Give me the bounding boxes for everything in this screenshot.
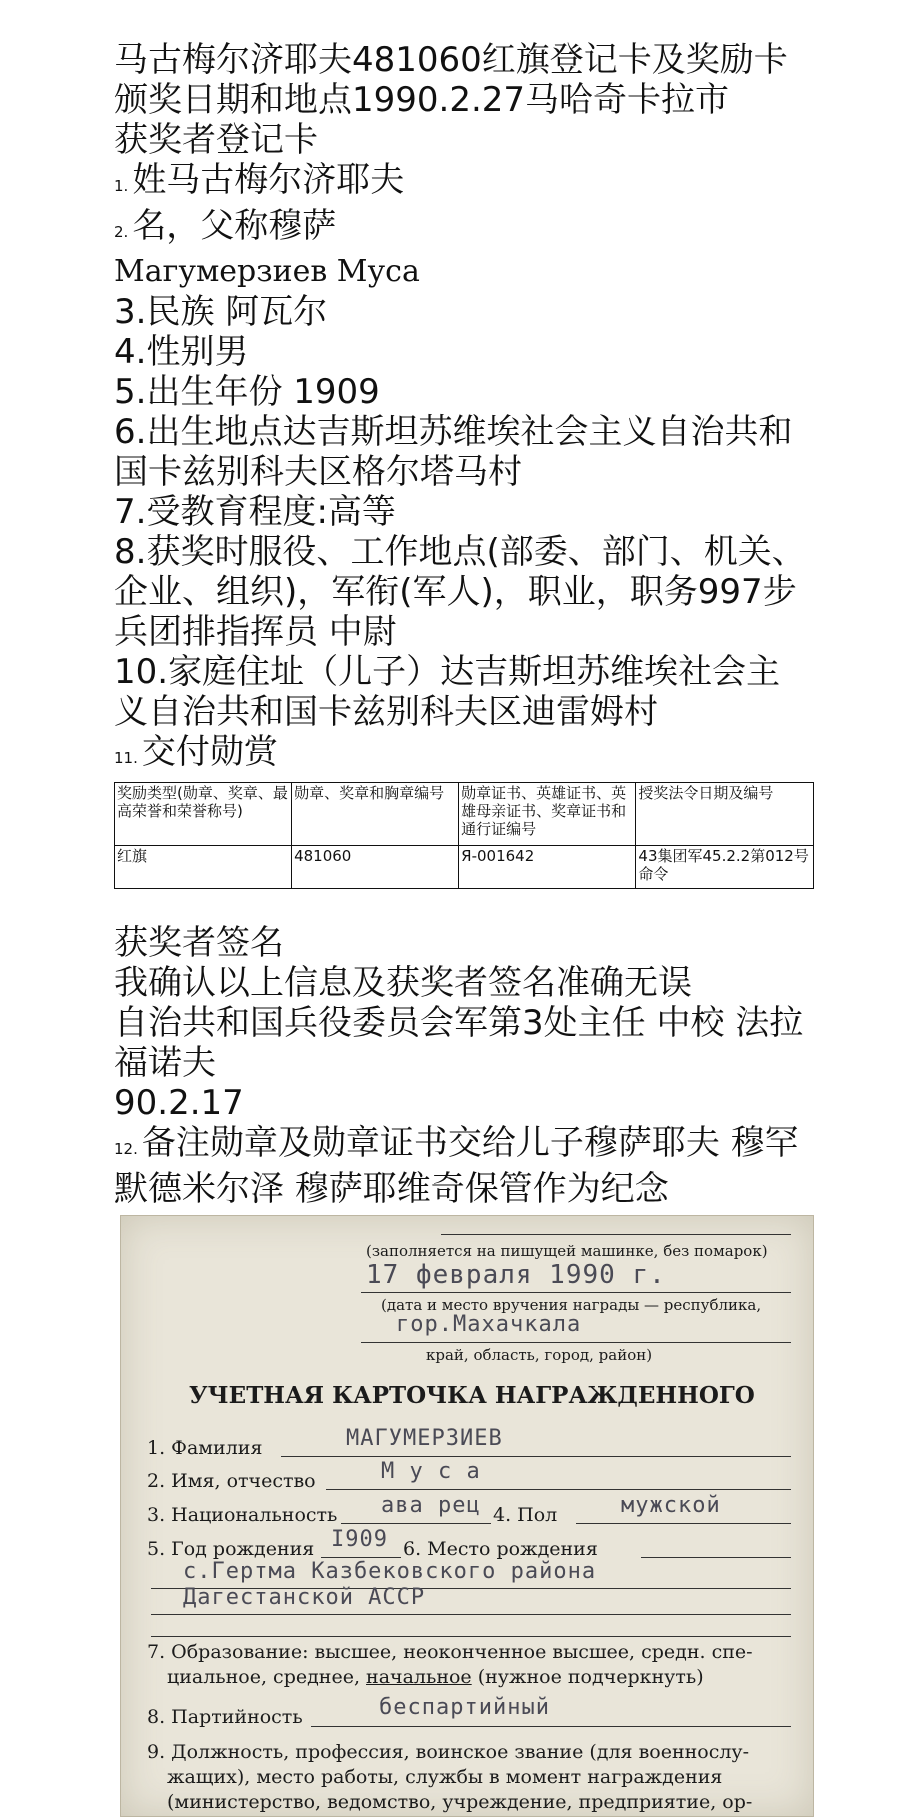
item-nationality: 3.民族 阿瓦尔 xyxy=(114,292,328,332)
field-label: жащих), место работы, службы в момент награждения xyxy=(167,1766,723,1788)
awards-table xyxy=(114,782,814,889)
signature-label: 获奖者签名 xyxy=(114,923,284,963)
field-value: мужской xyxy=(621,1493,721,1518)
field-value: Дагестанской АССР xyxy=(183,1585,426,1610)
item-number: 2. xyxy=(114,223,129,241)
table-cell: Я-001642 xyxy=(459,846,636,889)
field-underline xyxy=(151,1636,791,1637)
item-number: 12. xyxy=(114,1140,138,1158)
top-rule xyxy=(441,1234,791,1235)
item-surname xyxy=(114,160,814,206)
item-number: 11. xyxy=(114,749,138,767)
item-name xyxy=(114,206,814,252)
table-row xyxy=(115,846,814,889)
underlined-choice: начальное xyxy=(366,1666,472,1688)
item-birthplace: 6.出生地点达吉斯坦苏维埃社会主义自治共和国卡兹别科夫区格尔塔马村 xyxy=(114,412,793,492)
field-label: (министерство, ведомство, учреждение, предприятие, ор- xyxy=(167,1791,753,1813)
field-value: ава рец xyxy=(381,1493,481,1518)
item-service-place: 8.获奖时服役、工作地点(部委、部门、机关、企业、组织)，军衔(军人)，职业，职务997步兵团排指挥员 中尉 xyxy=(114,532,806,652)
note-top: (заполняется на пишущей машинке, без помарок) xyxy=(366,1242,768,1260)
item-text: 备注勋章及勋章证书交给儿子穆萨耶夫 穆罕默德米尔泽 穆萨耶维奇保管作为纪念 xyxy=(114,1123,799,1209)
field-label: 3. Национальность xyxy=(147,1504,338,1526)
table-header: 勋章证书、英雄证书、英雄母亲证书、奖章证书和通行证编号 xyxy=(459,783,636,846)
item-awards xyxy=(114,732,814,778)
date-underline xyxy=(361,1292,791,1293)
russian-name: Магумерзиев Муса xyxy=(114,254,420,289)
item-education: 7.受教育程度:高等 xyxy=(114,492,396,532)
field-underline xyxy=(641,1557,791,1558)
card-heading: УЧЕТНАЯ КАРТОЧКА НАГРАЖДЕННОГО xyxy=(189,1382,755,1409)
field-value: беспартийный xyxy=(379,1695,550,1720)
item-birth-year: 5.出生年份 1909 xyxy=(114,372,380,412)
field-underline xyxy=(321,1557,401,1558)
field-underline xyxy=(151,1614,791,1615)
field-underline xyxy=(281,1456,791,1457)
field-underline xyxy=(326,1489,791,1490)
table-header: 授奖法令日期及编号 xyxy=(636,783,814,846)
field-label: 6. Место рождения xyxy=(403,1538,598,1560)
field-value: МАГУМЕРЗИЕВ xyxy=(346,1426,503,1451)
table-header: 勋章、奖章和胸章编号 xyxy=(292,783,459,846)
field-label: 1. Фамилия xyxy=(147,1437,263,1459)
item-text: 交付勋赏 xyxy=(141,732,278,772)
item-home-address: 10.家庭住址（儿子）达吉斯坦苏维埃社会主义自治共和国卡兹别科夫区迪雷姆村 xyxy=(114,652,781,732)
field-underline xyxy=(576,1523,791,1524)
field-underline xyxy=(341,1523,491,1524)
table-cell: 43集团军45.2.2第012号命令 xyxy=(636,846,814,889)
table-cell: 红旗 xyxy=(115,846,292,889)
field-label: 7. Образование: высшее, неоконченное высшее, средн. спе- xyxy=(147,1641,753,1663)
typed-date: 17 февраля 1990 г. xyxy=(366,1260,666,1290)
table-cell: 481060 xyxy=(292,846,459,889)
official-title: 自治共和国兵役委员会军第3处主任 中校 法拉福诺夫 xyxy=(114,1003,804,1083)
field-label: 9. Должность, профессия, воинское звание (для военнослу- xyxy=(147,1741,750,1763)
translation-document xyxy=(114,40,814,1209)
confirmation-text: 我确认以上信息及获奖者签名准确无误 xyxy=(114,963,692,1003)
field-label: 5. Год рождения xyxy=(147,1538,315,1560)
item-text: 名，父称穆萨 xyxy=(132,206,337,246)
scanned-award-card xyxy=(120,1215,814,1817)
item-number: 1. xyxy=(114,177,129,195)
field-value: с.Гертма Казбековского района xyxy=(183,1559,597,1584)
item-text: 姓马古梅尔济耶夫 xyxy=(132,160,405,200)
item-remarks xyxy=(114,1123,814,1209)
signature-date: 90.2.17 xyxy=(114,1083,244,1123)
item-gender: 4.性别男 xyxy=(114,332,249,372)
city-underline xyxy=(361,1342,791,1343)
field-label-part: (нужное подчеркнуть) xyxy=(471,1666,704,1688)
field-label xyxy=(167,1666,704,1688)
field-label: 4. Пол xyxy=(493,1504,558,1526)
field-value: I909 xyxy=(331,1527,388,1552)
field-value: М у с а xyxy=(381,1459,481,1484)
typed-city: гор.Махачкала xyxy=(396,1312,582,1337)
table-header-row xyxy=(115,783,814,846)
field-label: 8. Партийность xyxy=(147,1706,303,1728)
document-title: 马古梅尔济耶夫481060红旗登记卡及奖励卡 xyxy=(114,40,788,80)
note-region: край, область, город, район) xyxy=(426,1346,653,1364)
table-header: 奖励类型(勋章、奖章、最高荣誉和荣誉称号) xyxy=(115,783,292,846)
field-underline xyxy=(311,1726,791,1727)
card-heading: 获奖者登记卡 xyxy=(114,120,318,160)
award-date-place: 颁奖日期和地点1990.2.27马哈奇卡拉市 xyxy=(114,80,730,120)
field-label-part: циальное, среднее, xyxy=(167,1666,367,1688)
field-label: 2. Имя, отчество xyxy=(147,1470,316,1492)
note-date-place: (дата и место вручения награды — республика, xyxy=(381,1296,762,1314)
